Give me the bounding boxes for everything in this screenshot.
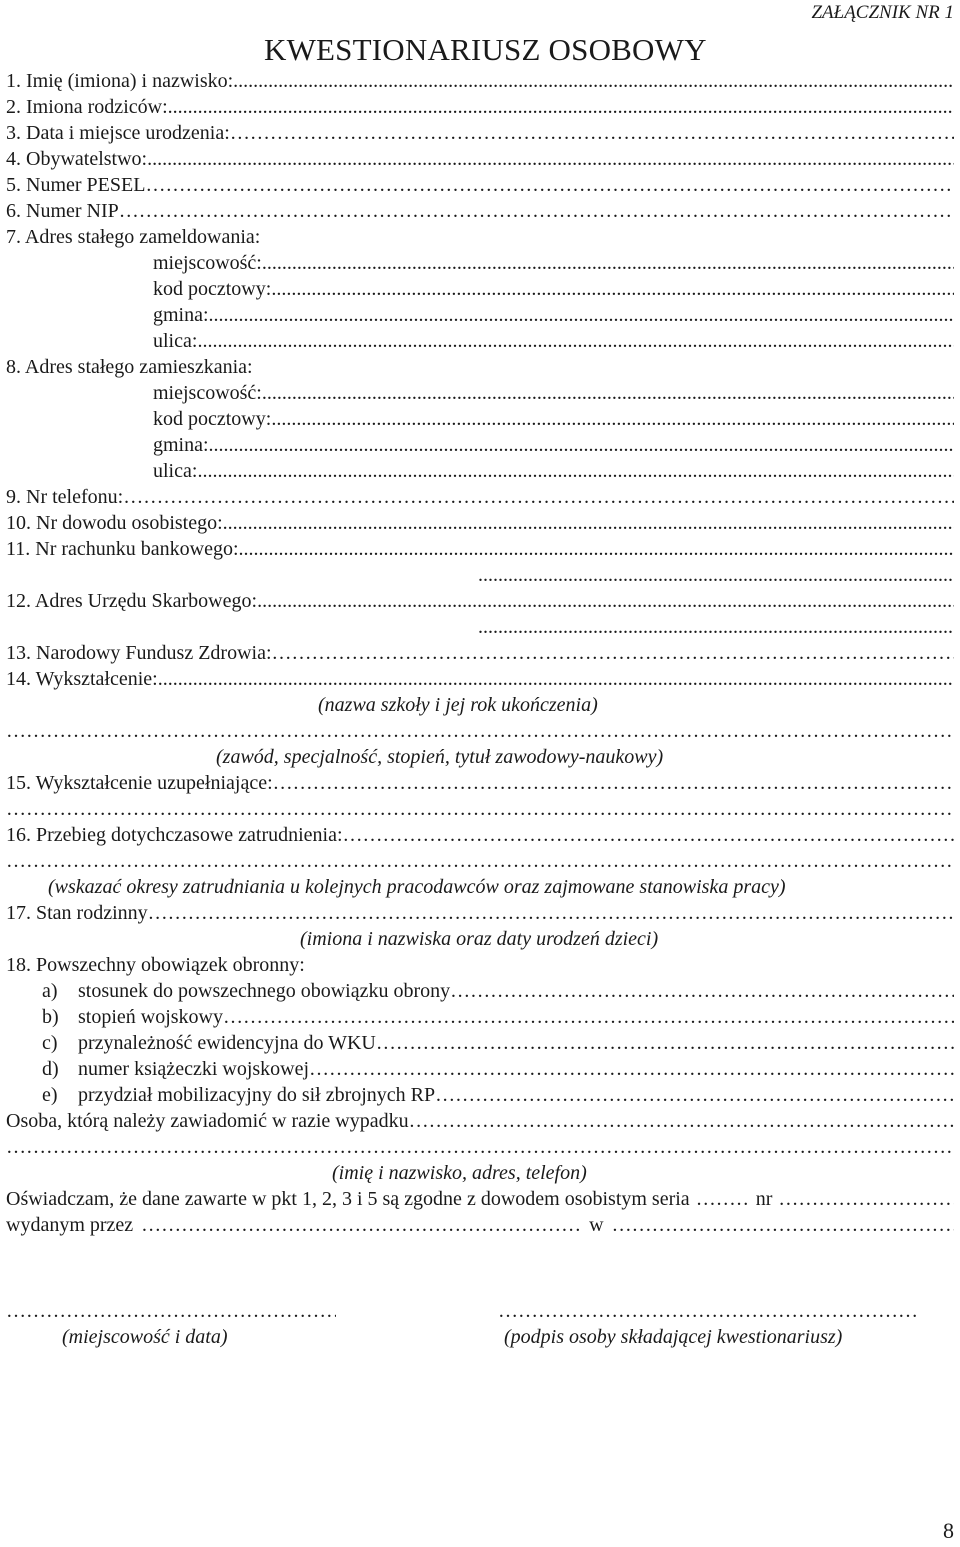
- field-phone[interactable]: 9. Nr telefonu: …………………………………………………………………………………………………………………………………………………………………………………………………………………………: [6, 484, 954, 510]
- field-education[interactable]: 14. Wykształcenie: .....: [6, 666, 954, 692]
- field-emergency-contact[interactable]: Osoba, którą należy zawiadomić w razie wypadku …………………………………………………………………………………………………………………………………………………………………………………………………………………………: [6, 1108, 954, 1134]
- place-date-hint: (miejscowość i data): [62, 1326, 228, 1348]
- declaration-line: Oświadczam, że dane zawarte w pkt 1, 2, 3 i 5 są zgodne z dowodem osobistym seria ………………………………………………………………………………………………………………………………………………………………………………………………………………………… nr …………………………………………………………………………………………………………………………………………………………………………………………………………………………: [6, 1186, 954, 1212]
- field-emergency-contact-cont[interactable]: [6, 1134, 954, 1160]
- field-place-date[interactable]: [6, 1298, 336, 1324]
- field-registered-street[interactable]: ulica: .....: [153, 328, 954, 354]
- emergency-contact-hint: (imię i nazwisko, adres, telefon): [332, 1162, 587, 1184]
- field-citizenship[interactable]: 4. Obywatelstwo: .....: [6, 146, 954, 172]
- field-nip[interactable]: 6. Numer NIP …………………………………………………………………………………………………………………………………………………………………………………………………………………………: [6, 198, 954, 224]
- issued-line: wydanym przez ………………………………………………………………………………………………………………………………………………………………………………………………………………………… w …………………………………………………………………………………………………………………………………………………………………………………………………………………………: [6, 1212, 954, 1238]
- field-issued-in[interactable]: [612, 1212, 954, 1238]
- field-education-cont[interactable]: [6, 718, 954, 744]
- field-issued-by[interactable]: [141, 1212, 581, 1238]
- section-military-duty: 18. Powszechny obowiązek obronny:: [6, 954, 305, 976]
- field-registered-commune[interactable]: gmina: .....: [153, 302, 954, 328]
- family-status-hint: (imiona i nazwiska oraz daty urodzeń dzieci): [300, 928, 659, 950]
- page-number: 8: [943, 1518, 954, 1543]
- field-residence-city[interactable]: miejscowość: .....: [153, 380, 954, 406]
- education-hint-school: (nazwa szkoły i jej rok ukończenia): [318, 694, 598, 716]
- field-health-fund[interactable]: 13. Narodowy Fundusz Zdrowia: …………………………………………………………………………………………………………………………………………………………………………………………………………………………: [6, 640, 954, 666]
- field-bank-account-cont[interactable]: [478, 562, 954, 588]
- section-residence-address: 8. Adres stałego zamieszkania:: [6, 356, 253, 378]
- education-hint-profession: (zawód, specjalność, stopień, tytuł zawodowy-naukowy): [216, 746, 664, 768]
- employment-hint: (wskazać okresy zatrudniania u kolejnych pracodawców oraz zajmowane stanowiska pracy): [48, 876, 786, 898]
- field-registered-city[interactable]: miejscowość: .....: [153, 250, 954, 276]
- annex-label: ZAŁĄCZNIK NR 1: [811, 2, 954, 23]
- field-wku-affiliation[interactable]: c) przynależność ewidencyjna do WKU …………………………………………………………………………………………………………………………………………………………………………………………………………………………: [42, 1030, 954, 1056]
- section-registered-address: 7. Adres stałego zameldowania:: [6, 226, 261, 248]
- field-full-name[interactable]: 1. Imię (imiona) i nazwisko: .....: [6, 68, 954, 94]
- field-mobilization-assignment[interactable]: e) przydział mobilizacyjny do sił zbrojnych RP …………………………………………………………………………………………………………………………………………………………………………………………………………………………: [42, 1082, 954, 1108]
- field-parents-names[interactable]: 2. Imiona rodziców: .....: [6, 94, 954, 120]
- field-registered-postal-code[interactable]: kod pocztowy: .....: [153, 276, 954, 302]
- field-signature[interactable]: [498, 1298, 918, 1324]
- field-residence-postal-code[interactable]: kod pocztowy: .....: [153, 406, 954, 432]
- field-tax-office-cont[interactable]: [478, 614, 954, 640]
- field-supplementary-education[interactable]: 15. Wykształcenie uzupełniające: …………………………………………………………………………………………………………………………………………………………………………………………………………………………: [6, 770, 954, 796]
- field-id-number[interactable]: [778, 1186, 954, 1212]
- field-bank-account[interactable]: 11. Nr rachunku bankowego: .....: [6, 536, 954, 562]
- field-employment-history-cont[interactable]: [6, 848, 954, 874]
- field-military-rank[interactable]: b) stopień wojskowy …………………………………………………………………………………………………………………………………………………………………………………………………………………………: [42, 1004, 954, 1030]
- field-id-series[interactable]: [696, 1186, 750, 1212]
- page-title: KWESTIONARIUSZ OSOBOWY: [264, 32, 707, 67]
- field-tax-office[interactable]: 12. Adres Urzędu Skarbowego: .....: [6, 588, 954, 614]
- field-military-book-number[interactable]: d) numer książeczki wojskowej …………………………………………………………………………………………………………………………………………………………………………………………………………………………: [42, 1056, 954, 1082]
- field-residence-commune[interactable]: gmina: .....: [153, 432, 954, 458]
- field-supplementary-education-cont[interactable]: [6, 796, 954, 822]
- field-pesel[interactable]: 5. Numer PESEL …………………………………………………………………………………………………………………………………………………………………………………………………………………………: [6, 172, 954, 198]
- field-residence-street[interactable]: ulica: .....: [153, 458, 954, 484]
- field-military-duty-status[interactable]: a) stosunek do powszechnego obowiązku obrony …………………………………………………………………………………………………………………………………………………………………………………………………………………………: [42, 978, 954, 1004]
- field-family-status[interactable]: 17. Stan rodzinny …………………………………………………………………………………………………………………………………………………………………………………………………………………………: [6, 900, 954, 926]
- field-employment-history[interactable]: 16. Przebieg dotychczasowe zatrudnienia: …………………………………………………………………………………………………………………………………………………………………………………………………………………………: [6, 822, 954, 848]
- signature-hint: (podpis osoby składającej kwestionariusz): [504, 1326, 843, 1348]
- field-id-card-number[interactable]: 10. Nr dowodu osobistego: .....: [6, 510, 954, 536]
- field-birth-date-place[interactable]: 3. Data i miejsce urodzenia: …………………………………………………………………………………………………………………………………………………………………………………………………………………………: [6, 120, 954, 146]
